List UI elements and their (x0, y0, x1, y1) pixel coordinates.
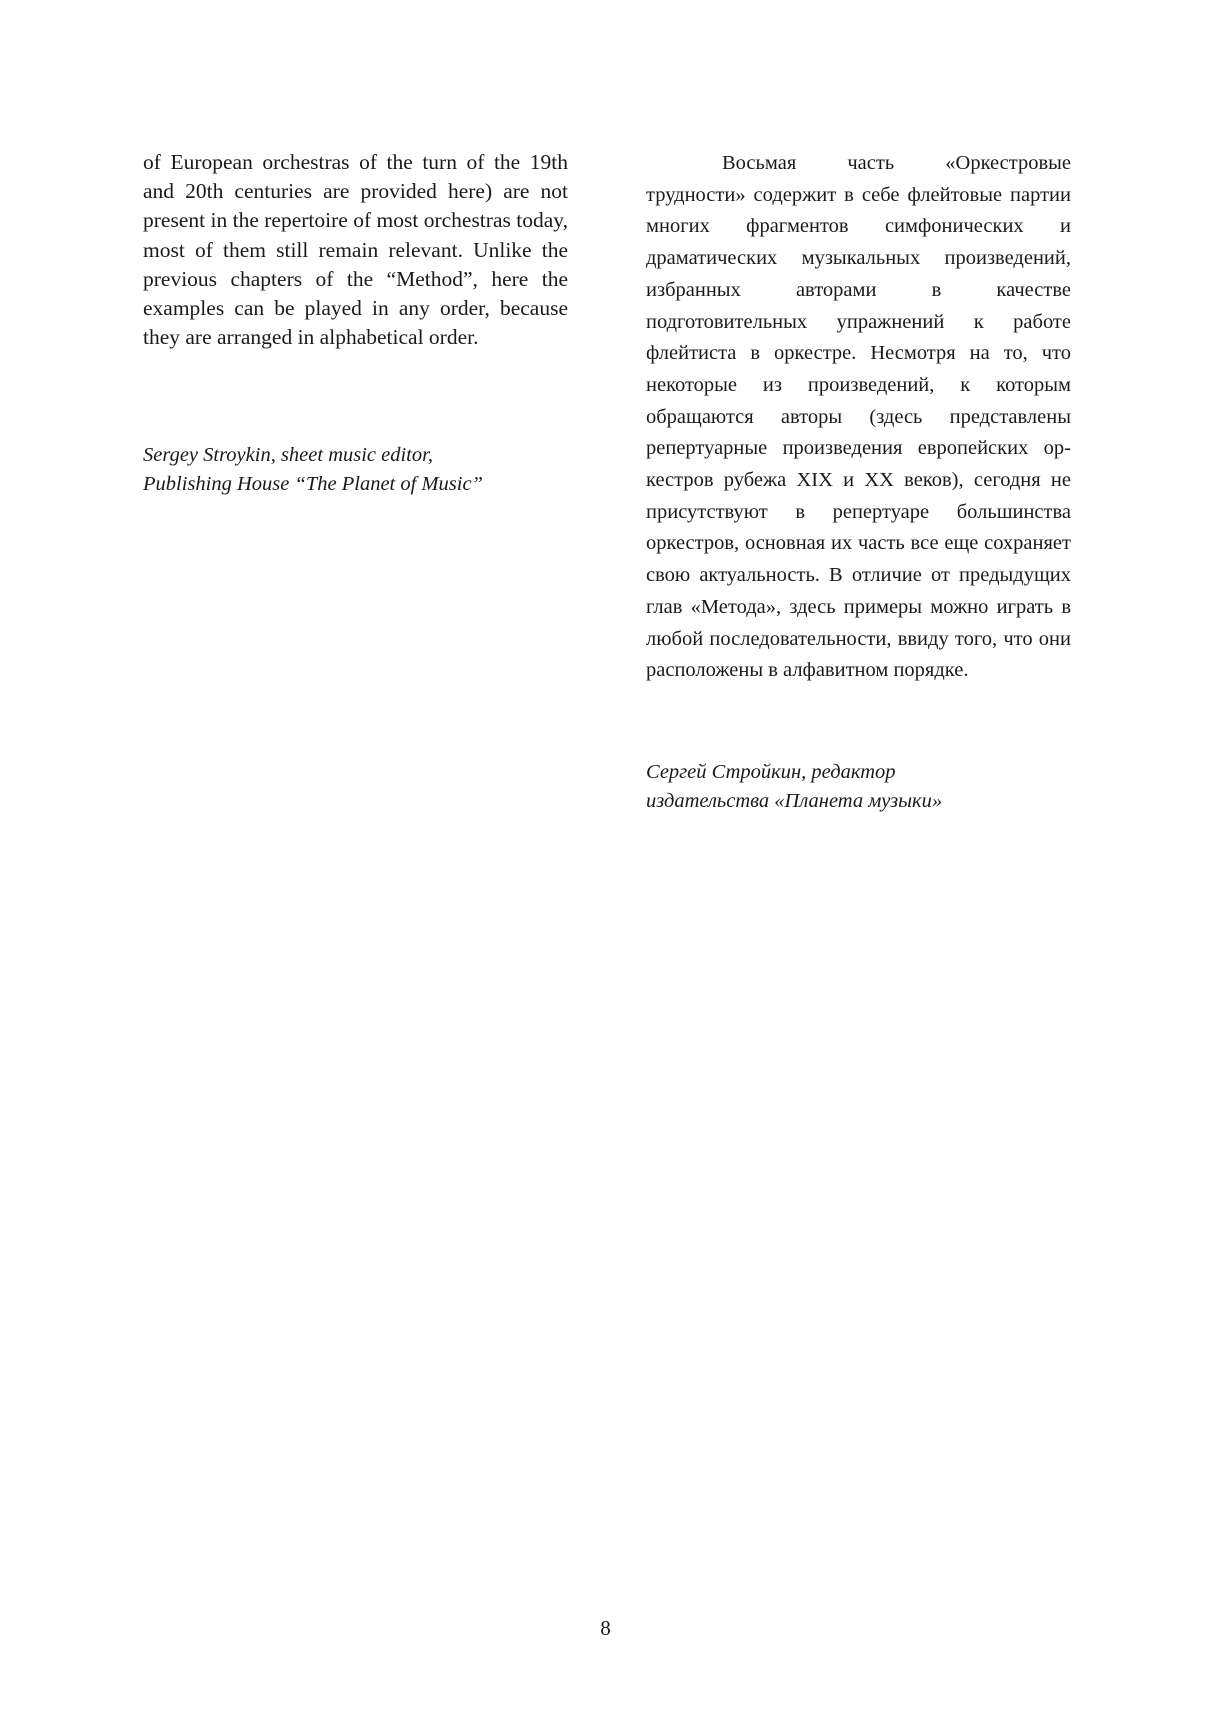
english-signature-line-1: Sergey Stroykin, sheet music editor, (143, 444, 433, 467)
english-column (143, 148, 568, 499)
russian-column (646, 148, 1071, 816)
english-signature (143, 441, 568, 499)
english-paragraph: of European orchestras of the turn of the 19th and 20th centuries are provided here) are not present in the repertoire of most orchestras today, most of them still remain relevant. Unlike the previous chapters of the “Method”, here the examples can be played in any order, because they are arranged in alphabetical order. (143, 150, 568, 350)
page-number: 8 (600, 1616, 611, 1640)
russian-paragraph: Восьмая часть «Оркестровые трудности» содержит в себе флейтовые партии многих фрагментов симфонических и драматических музыкальных произведений, избранных авторами в качестве подготовительных упражнений к работе флейтиста в оркестре. Несмотря на то, что некоторые из произведений, к которым обращаются авторы (здесь представлены репертуарные произведения европейских оркестров рубежа XIX и XX веков), сегодня не присутствуют в репертуаре большинства оркестров, основная их часть все еще сохраняет свою актуальность. В отличие от предыдущих глав «Метода», здесь примеры можно играть в любой последовательности, ввиду того, что они расположены в алфавитном порядке. (646, 152, 1071, 682)
russian-signature-line-1: Сергей Стройкин, редактор (646, 760, 896, 783)
russian-signature (646, 758, 1071, 816)
russian-signature-line-2: издательства «Планета музыки» (646, 789, 943, 812)
english-signature-line-2: Publishing House “The Planet of Music” (143, 473, 483, 496)
